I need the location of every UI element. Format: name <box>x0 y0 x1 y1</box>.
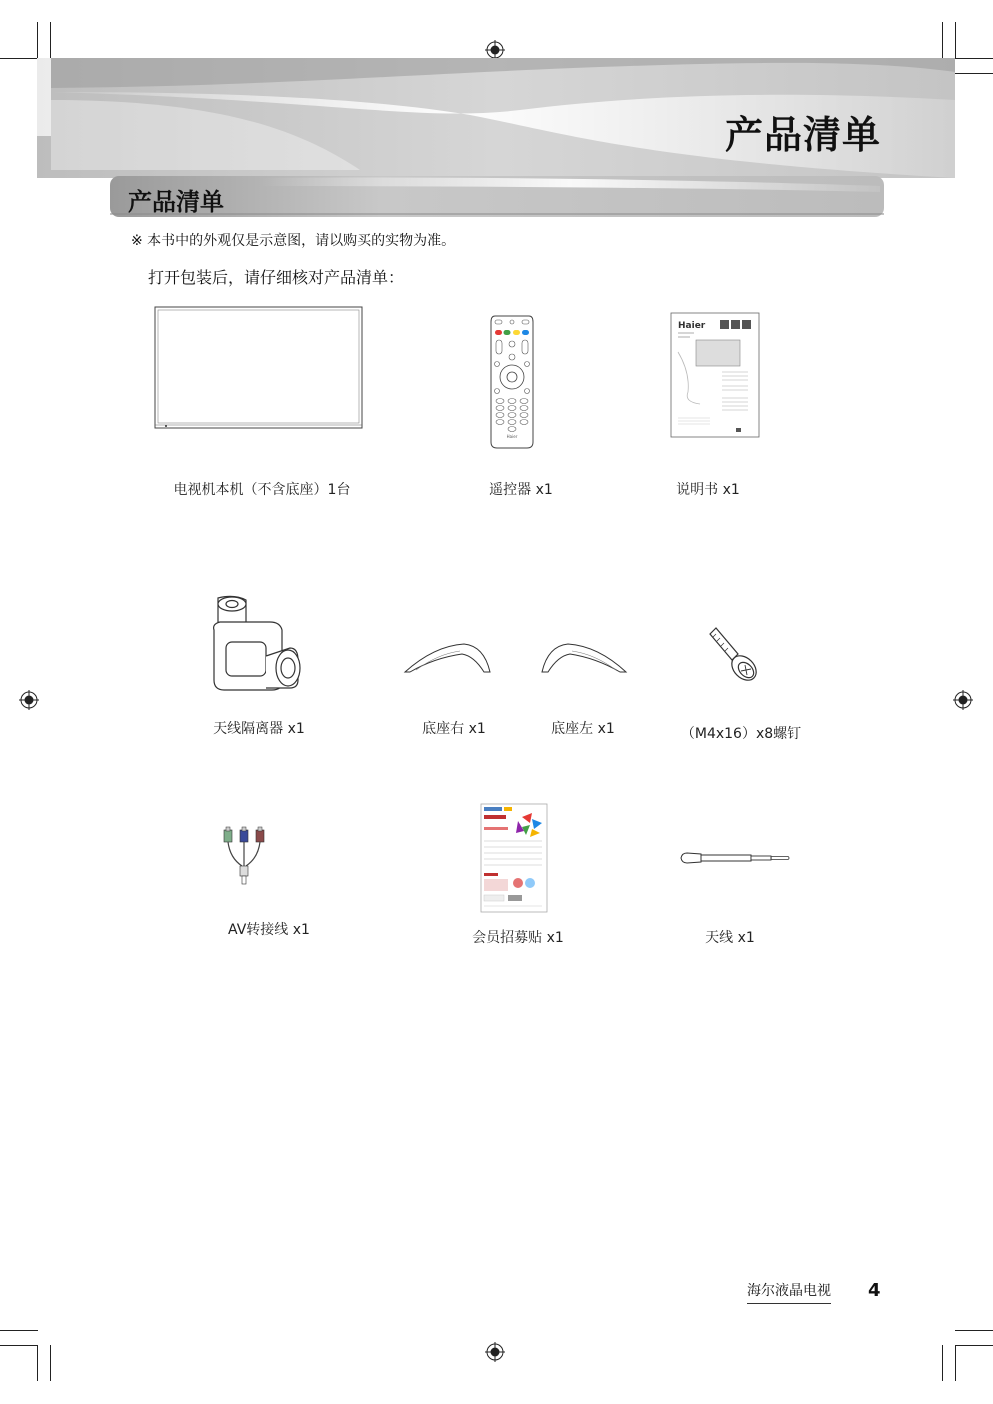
instruction-text: 打开包装后，请仔细核对产品清单： <box>148 268 405 287</box>
svg-text:Haier: Haier <box>678 321 706 331</box>
member-sticker-icon <box>480 803 548 913</box>
section-bar <box>110 174 886 219</box>
header-band <box>0 0 993 190</box>
item-caption-manual: 说明书 x1 <box>676 482 740 498</box>
crop-mark <box>0 1345 38 1346</box>
footer-brand: 海尔液晶电视 <box>747 1280 831 1304</box>
page-number: 4 <box>868 1280 881 1301</box>
item-caption-member-sticker: 会员招募贴 x1 <box>472 930 564 946</box>
crop-mark <box>942 1345 943 1381</box>
item-caption-antenna: 天线 x1 <box>705 930 755 946</box>
crop-mark <box>37 1345 38 1381</box>
screw-icon <box>704 626 764 686</box>
item-caption-screw: （M4x16）x8螺钉 <box>680 726 802 742</box>
section-title: 产品清单 <box>128 188 224 216</box>
item-caption-tv: 电视机本机（不含底座）1台 <box>173 482 351 498</box>
item-caption-stand-right: 底座右 x1 <box>422 721 486 737</box>
crop-mark <box>955 1345 993 1346</box>
crop-mark <box>955 1345 956 1381</box>
crop-mark <box>955 1330 993 1331</box>
registration-target-icon <box>953 690 973 710</box>
stand-right-icon <box>404 642 494 676</box>
svg-text:Haier: Haier <box>506 434 518 439</box>
remote-control-icon <box>489 314 535 450</box>
antenna-isolator-icon <box>206 594 306 698</box>
item-caption-av-cable: AV转接线 x1 <box>228 922 310 938</box>
crop-mark <box>0 1330 38 1331</box>
registration-target-icon <box>485 1342 505 1362</box>
item-caption-stand-left: 底座左 x1 <box>551 721 615 737</box>
av-cable-icon <box>218 826 274 886</box>
manual-icon <box>670 312 760 438</box>
item-caption-isolator: 天线隔离器 x1 <box>213 721 305 737</box>
registration-target-icon <box>19 690 39 710</box>
disclaimer-note: ※ 本书中的外观仅是示意图，请以购买的实物为准。 <box>131 233 456 249</box>
item-caption-remote: 遥控器 x1 <box>489 482 553 498</box>
antenna-icon <box>679 851 791 865</box>
tv-icon <box>154 306 364 430</box>
page-title: 产品清单 <box>724 113 881 157</box>
crop-mark <box>50 1345 51 1381</box>
stand-left-icon <box>538 642 628 676</box>
